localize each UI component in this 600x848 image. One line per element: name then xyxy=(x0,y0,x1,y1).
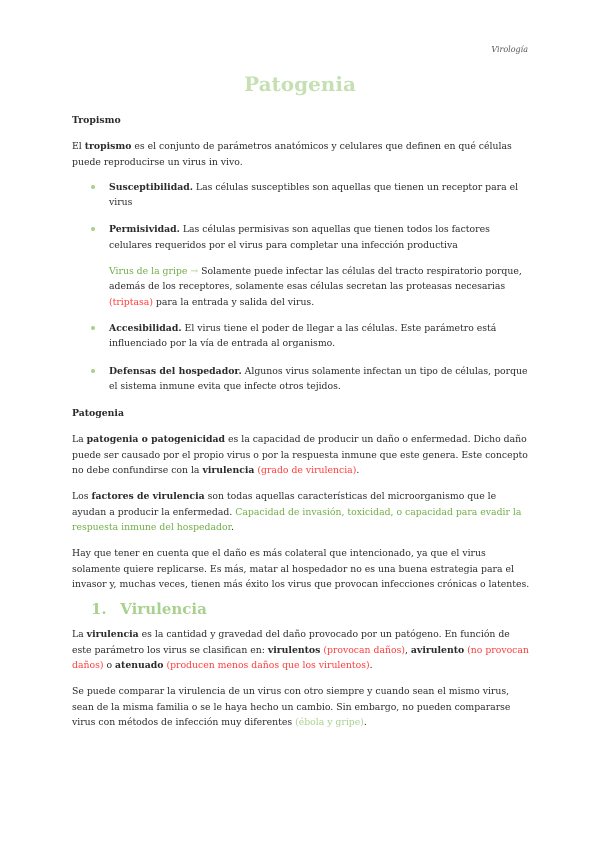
section-heading-virulencia: 1. Virulencia xyxy=(91,600,207,619)
term-tropismo: tropismo xyxy=(84,141,132,153)
patogenia-paragraph-3: Hay que tener en cuenta que el daño es más colateral que intencionado, ya que el virus solamente quiere replicarse. Es más, matar al hospedador no es una buena estrategia para el invasor y, muchas veces, tienen más éxito los virus que provocan infecciones crónicas o latentes. xyxy=(72,548,530,590)
list-item: Defensas del hospedador. Algunos virus solamente infectan un tipo de células, porque el sistema inmune evita que infecte otros tejidos. xyxy=(72,364,530,395)
section-heading-patogenia: Patogenia xyxy=(72,408,124,420)
patogenia-paragraph-1: La patogenia o patogenicidad es la capacidad de producir un daño o enfermedad. Dicho daño puede ser causado por el propio virus o por la respuesta inmune que este genera. Este concepto no debe confundirse con la virulencia (grado de virulencia). xyxy=(72,434,528,477)
section-heading-tropismo: Tropismo xyxy=(72,115,121,126)
page-title: Patogenia xyxy=(244,72,356,96)
gripe-label: Virus de la gripe xyxy=(109,266,188,278)
bullet-icon xyxy=(91,185,95,189)
list-item: Susceptibilidad. Las células susceptibles son aquellas que tienen un receptor para el virus xyxy=(72,180,530,211)
list-item: Accesibilidad. El virus tiene el poder de llegar a las células. Este parámetro está influenciado por la vía de entrada al organismo. xyxy=(72,321,530,352)
bullet-icon xyxy=(91,326,95,330)
gripe-note: Virus de la gripe → Solamente puede infectar las células del tracto respiratorio porque, además de los receptores, solamente esas células secretan las proteasas necesarias (triptasa) para la entrada y salida del virus. xyxy=(109,266,522,308)
virulencia-paragraph-2: Se puede comparar la virulencia de un virus con otro siempre y cuando sean el mismo virus, sean de la misma familia o se le haya hecho un cambio. Sin embargo, no pueden compararse virus con métodos de infección muy diferentes (ébola y gripe). xyxy=(72,686,511,728)
bullet-icon xyxy=(91,227,95,231)
tropismo-list xyxy=(72,180,530,253)
tropismo-intro: El tropismo es el conjunto de parámetros anatómicos y celulares que definen en qué células puede reproducirse un virus in vivo. xyxy=(72,141,512,168)
list-item: Permisividad. Las células permisivas son aquellas que tienen todos los factores celulares requeridos por el virus para completar una infección productiva xyxy=(72,222,530,253)
arrow-icon: → xyxy=(187,266,202,278)
virulencia-paragraph-1: La virulencia es la cantidad y gravedad del daño provocado por un patógeno. En función de este parámetro los virus se clasifican en: virulentos (provocan daños), avirulento (no provocan daños) o atenuado (producen menos daños que los virulentos). xyxy=(72,629,529,672)
running-header: Virología xyxy=(491,45,528,54)
patogenia-paragraph-2: Los factores de virulencia son todas aquellas características del microorganismo que le ayudan a producir la enfermedad. Capacidad de invasión, toxicidad, o capacidad para evadir la respuesta inmune del hospedador. xyxy=(72,491,522,533)
tropismo-list-continued xyxy=(72,321,530,394)
document-body xyxy=(72,113,530,730)
bullet-icon xyxy=(91,369,95,373)
